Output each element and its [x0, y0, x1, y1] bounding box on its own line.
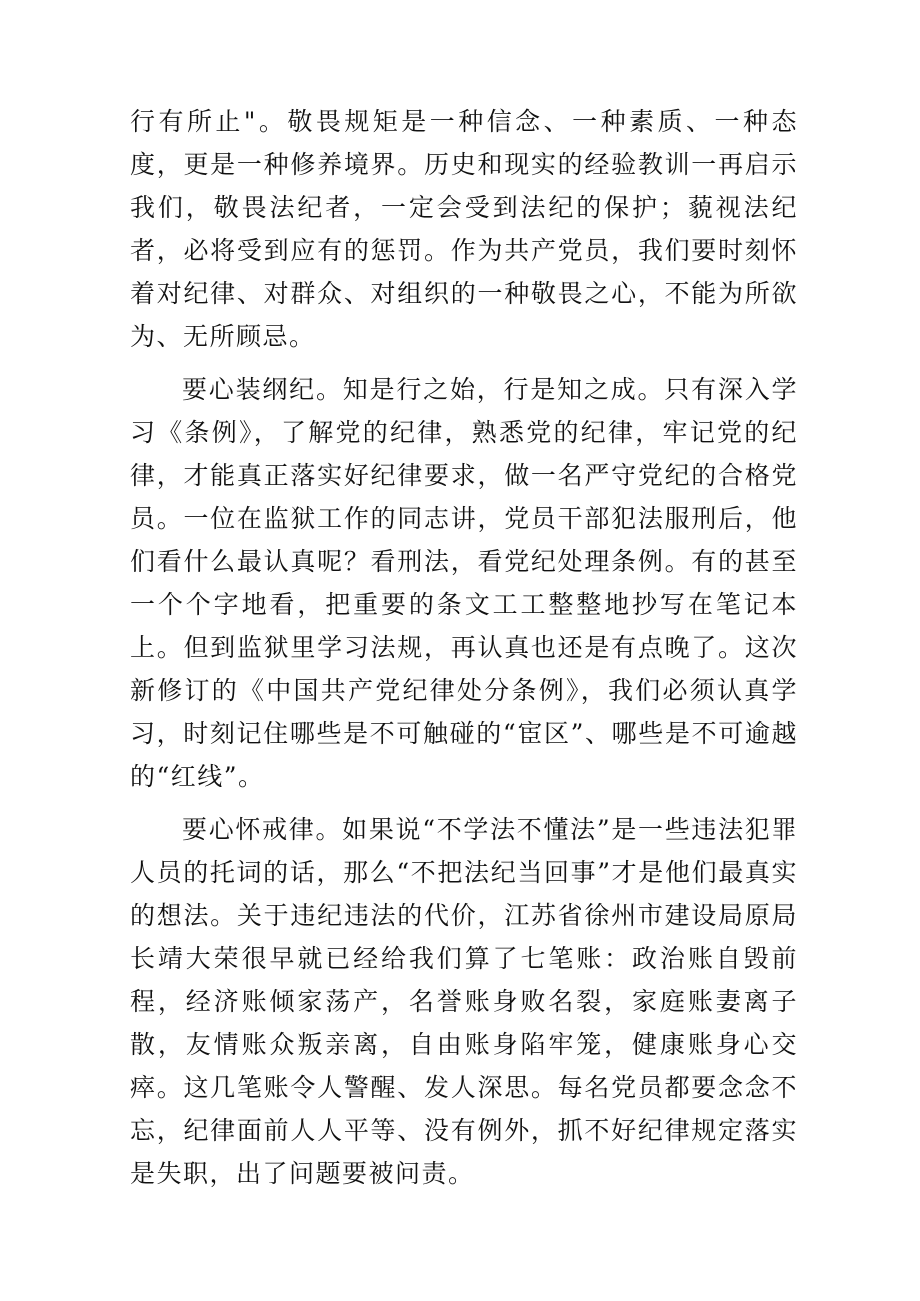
document-body — [130, 100, 798, 1195]
paragraph-discipline-warning: 要心怀戒律。如果说“不学法不懂法”是一些违法犯罪人员的托词的话，那么“不把法纪当回事”才是他们最真实的想法。关于违纪违法的代价，江苏省徐州市建设局原局长靖大荣很早就已经给我们算了七笔账：政治账自毁前程，经济账倾家荡产，名誉账身败名裂，家庭账妻离子散，友情账众叛亲离，自由账身陷牢笼，健康账身心交瘁。这几笔账令人警醒、发人深思。每名党员都要念念不忘，纪律面前人人平等、没有例外，抓不好纪律规定落实是失职，出了问题要被问责。 — [130, 815, 798, 1188]
paragraph-discipline-study: 要心装纲纪。知是行之始，行是知之成。只有深入学习《条例》，了解党的纪律，熟悉党的纪律，牢记党的纪律，才能真正落实好纪律要求，做一名严守党纪的合格党员。一位在监狱工作的同志讲，党员干部犯法服刑后，他们看什么最认真呢？看刑法，看党纪处理条例。有的甚至一个个字地看，把重要的条文工工整整地抄写在笔记本上。但到监狱里学习法规，再认真也还是有点晚了。这次新修订的《中国共产党纪律处分条例》，我们必须认真学习，时刻记住哪些是不可触碰的“宦区”、哪些是不可逾越的“红线”。 — [130, 375, 798, 791]
paragraph-continuation: 行有所止"。敬畏规矩是一种信念、一种素质、一种态度，更是一种修养境界。历史和现实的经验教训一再启示我们，敬畏法纪者，一定会受到法纪的保护；藐视法纪者，必将受到应有的惩罚。作为共产党员，我们要时刻怀着对纪律、对群众、对组织的一种敬畏之心，不能为所欲为、无所顾忌。 — [130, 107, 798, 351]
